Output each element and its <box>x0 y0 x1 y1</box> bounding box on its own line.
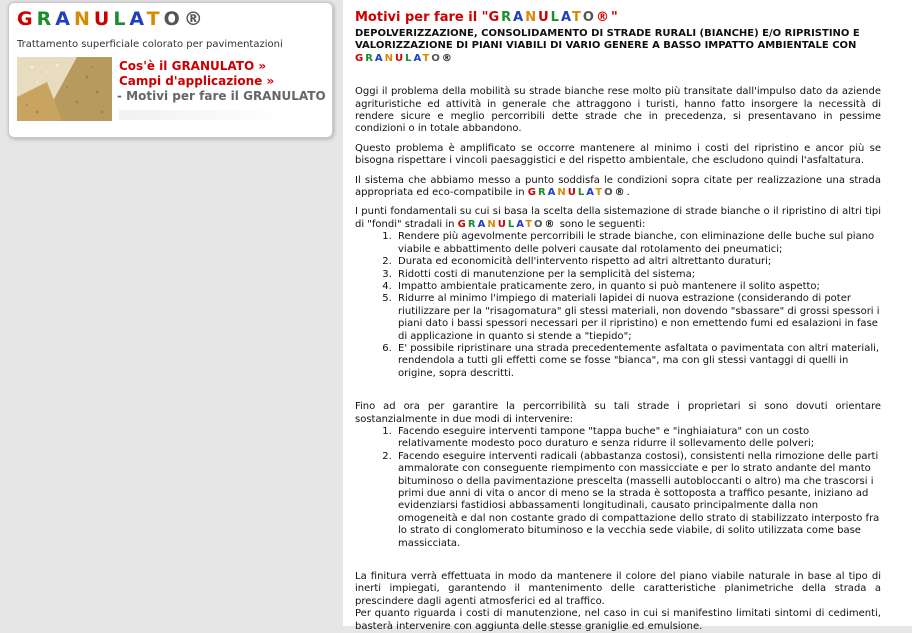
paragraph: Per quanto riguarda i costi di manutenzione, nel caso in cui si manifestino limitati sintomi di cedimenti, basterà intervenire con aggiunta delle stesse graniglie ed emulsione. <box>355 608 881 632</box>
sidebar-nav <box>119 59 326 104</box>
paragraph: La finitura verrà effettuata in modo da mantenere il colore del piano viabile naturale in base al tipo di inerti impiegati, garantendo il mantenimento delle caratteristiche planimetriche della strada a prescindere dagli agenti atmosferici ed al traffico. <box>355 571 881 607</box>
list-item: 1. Rendere più agevolmente percorribili le strade bianche, con eliminazione delle buche sul piano viabile e abbattimento delle polveri causate dal rotolamento dei pneumatici; <box>395 231 881 256</box>
list-item: 2. Durata ed economicità dell'intervento rispetto ad altri altrettanto duraturi; <box>395 256 881 268</box>
list-item: 4. Impatto ambientale praticamente zero, in quanto si può mantenere il solito aspetto; <box>395 281 881 293</box>
brand-mark: GRANULATO® <box>488 10 611 25</box>
list-item: 6. E' possibile ripristinare una strada precedentemente asfaltata o pavimentata con altri materiali, rendendola a tutti gli effetti come se fosse "bianca", ma con gli stessi vantaggi di quelli in origine, sopra descritti. <box>395 343 881 380</box>
logo[interactable]: GRANULATO® <box>17 8 207 30</box>
interventions-list <box>355 426 881 550</box>
paragraph: Oggi il problema della mobilità su strade bianche rese molto più transitate dall'impulso dato da aziende agrituristiche ed attività in generale che attraggono i turisti, hanno fatto insorgere la necessità di rendere sicure e meglio percorribili dette strade che in precedenza, si presentavano in pessime condizioni o in totale abbandono. <box>355 86 881 135</box>
nav-link-motivi-current[interactable]: - Motivi per fare il GRANULATO <box>117 89 326 103</box>
product-thumbnail <box>17 57 112 121</box>
advantages-list <box>355 231 881 380</box>
page-subtitle: DEPOLVERIZZAZIONE, CONSOLIDAMENTO DI STRADE RURALI (BIANCHE) E/O RIPRISTINO E VALORIZZAZIONE DI PIANI VIABILI DI VARIO GENERE A BASSO IMPATTO AMBIENTALE CON GRANULATO® <box>355 28 860 64</box>
nav-divider-bar <box>119 110 289 120</box>
brand-mark: GRANULATO® <box>355 52 454 64</box>
brand-mark: GRANULATO® <box>527 187 627 199</box>
list-item: 5. Ridurre al minimo l'impiego di materiali lapidei di nuova estrazione (considerando di poter riutilizzare per la "risagomatura" gli stessi materiali, non dovendo "sbassare" di grossi spessori i piani dato i bassi spessori necessari per il ripristino) e non emettendo fumi ed esalazioni in fase di applicazione in quanto si stende a "tiepido"; <box>395 293 881 343</box>
sidebar-box <box>8 2 333 138</box>
tagline: Trattamento superficiale colorato per pavimentazioni <box>17 39 283 50</box>
nav-link-cos-e[interactable]: Cos'è il GRANULATO » <box>119 59 267 73</box>
nav-link-campi-applicazione[interactable]: Campi d'applicazione » <box>119 74 275 88</box>
list-item: 1. Facendo eseguire interventi tampone "tappa buche" e "inghiaiatura" con un costo relativamente modesto poco duraturo e senza ridurre il sollevamento delle polveri; <box>395 426 881 451</box>
paragraph: I punti fondamentali su cui si basa la scelta della sistemazione di strade bianche o il ripristino di altri tipi di "fondi" stradali in GRANULATO® sono le seguenti: <box>355 206 881 230</box>
paragraph: Questo problema è amplificato se occorre mantenere al minimo i costi del ripristino e ancor più se bisogna rispettare i vincoli paesaggistici e del rispetto ambientale, che escludono quindi l'asfaltatura. <box>355 142 881 167</box>
brand-mark: GRANULATO® <box>457 218 557 230</box>
list-item: 3. Ridotti costi di manutenzione per la semplicità del sistema; <box>395 269 881 281</box>
paragraph: Il sistema che abbiamo messo a punto soddisfa le condizioni sopra citate per realizzazione una strada appropriata ed eco-compatibile in GRANULATO®. <box>355 174 881 199</box>
paragraph: Fino ad ora per garantire la percorribilità su tali strade i proprietari si sono dovuti orientare sostanzialmente in due modi di intervenire: <box>355 401 881 425</box>
main-content <box>343 0 912 632</box>
list-item: 2. Facendo eseguire interventi radicali (abbastanza costosi), consistenti nella rimozione delle parti ammalorate con conseguente riempimento con massicciate e per lo strato andante del manto bituminoso o della pavimentazione prescelta (masselli autobloccanti o altro) ma che trascorsi i primi due anni di vita o ancor di meno se la strada è sottoposta a traffico pesante, iniziano ad evidenziarsi fastidiosi abbassamenti longitudinali, causato principalmente dalla non omogeneità e dal non costante grado di compattazione dello strato di stabilizzato interposto fra lo strato di conglomerato bituminoso e la vecchia sede viabile, di solito utilizzata come base massicciata. <box>395 451 881 550</box>
page-title: Motivi per fare il "GRANULATO®" <box>355 10 618 25</box>
